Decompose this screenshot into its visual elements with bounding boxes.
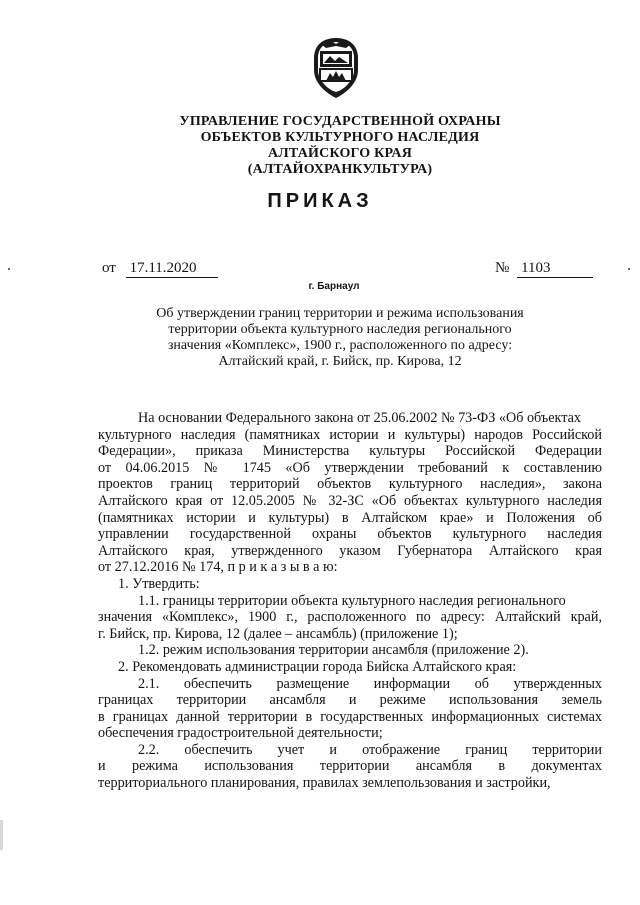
order-number: [495, 260, 593, 278]
org-line: АЛТАЙСКОГО КРАЯ: [267, 146, 413, 161]
list-item-2-1-cont: обеспечения градостроительной деятельности;: [98, 725, 383, 742]
city-label: г. Барнаул: [308, 281, 360, 292]
preamble-line: Федерации», приказа Министерства культуры Российской Федерации: [98, 443, 602, 460]
preamble-line: На основании Федерального закона от 25.06.2002 № 73-ФЗ «Об объектах: [138, 410, 582, 426]
subject-line: Об утверждении границ территории и режима использования: [156, 306, 524, 321]
list-item-2-2-cont: территориального планирования, правилах землепользования и застройки,: [98, 775, 551, 792]
preamble-line: культурного наследия (памятниках истории и культуры) народов Российской: [98, 426, 602, 443]
preamble-line: (памятниках истории и культуры) в Алтайском крае» и Положения об: [98, 509, 602, 526]
list-item-2-1-cont: границах территории ансамбля и режиме использования земель: [98, 692, 602, 709]
list-item-1-2: 1.2. режим использования территории ансамбля (приложение 2).: [138, 642, 529, 659]
subject-line: территории объекта культурного наследия регионального: [168, 322, 512, 337]
date-prefix: от: [102, 260, 116, 276]
number-prefix: №: [495, 260, 510, 276]
preamble-line: проектов границ территорий объектов культурного наследия», закона: [98, 476, 602, 493]
org-line: УПРАВЛЕНИЕ ГОСУДАРСТВЕННОЙ ОХРАНЫ: [179, 114, 501, 129]
preamble-line: управлении государственной охраны объектов культурного наследия: [98, 526, 602, 543]
list-item-2: 2. Рекомендовать администрации города Бийска Алтайского края:: [118, 658, 517, 675]
scan-mark: [628, 268, 630, 270]
list-item-1-1-cont: значения «Комплекс», 1900 г., расположенного по адресу: Алтайский край,: [98, 609, 602, 626]
org-line: (АЛТАЙОХРАНКУЛЬТУРА): [247, 162, 433, 177]
org-line: ОБЪЕКТОВ КУЛЬТУРНОГО НАСЛЕДИЯ: [200, 130, 480, 145]
number-value: 1103: [517, 260, 593, 278]
subject-line: Алтайский край, г. Бийск, пр. Кирова, 12: [218, 354, 462, 369]
order-subject: [130, 306, 550, 370]
order-body: [98, 410, 602, 792]
document-title: ПРИКАЗ: [267, 190, 373, 212]
preamble-line: от 27.12.2016 № 174, п р и к а з ы в а ю:: [98, 559, 338, 576]
list-item-2-1: 2.1. обеспечить размещение информации об утвержденных: [138, 675, 602, 692]
list-item-1: 1. Утвердить:: [118, 575, 200, 592]
list-item-2-2-cont: и режима использования территории ансамбля в документах: [98, 758, 602, 775]
coat-of-arms-emblem: [308, 36, 364, 100]
list-item-2-1-cont: в границах данной территории в государственных информационных системах: [98, 708, 602, 725]
order-date: [102, 260, 218, 278]
list-item-1-1: 1.1. границы территории объекта культурного наследия регионального: [138, 592, 566, 609]
list-item-1-1-cont: г. Бийск, пр. Кирова, 12 (далее – ансамбль) (приложение 1);: [98, 625, 458, 642]
preamble-line: от 04.06.2015 № 1745 «Об утверждении требований к составлению: [98, 459, 602, 476]
scan-mark: [8, 268, 10, 270]
subject-line: значения «Комплекс», 1900 г., расположенного по адресу:: [167, 338, 513, 353]
list-item-2-2: 2.2. обеспечить учет и отображение границ территории: [138, 741, 602, 758]
date-value: 17.11.2020: [126, 260, 218, 278]
organization-header: [150, 114, 530, 178]
scan-edge-mark: [0, 820, 3, 850]
preamble-line: Алтайского края от 12.05.2005 № 32-ЗС «Об объектах культурного наследия: [98, 492, 602, 509]
preamble-line: Алтайского края, утвержденного указом Губернатора Алтайского края: [98, 542, 602, 559]
